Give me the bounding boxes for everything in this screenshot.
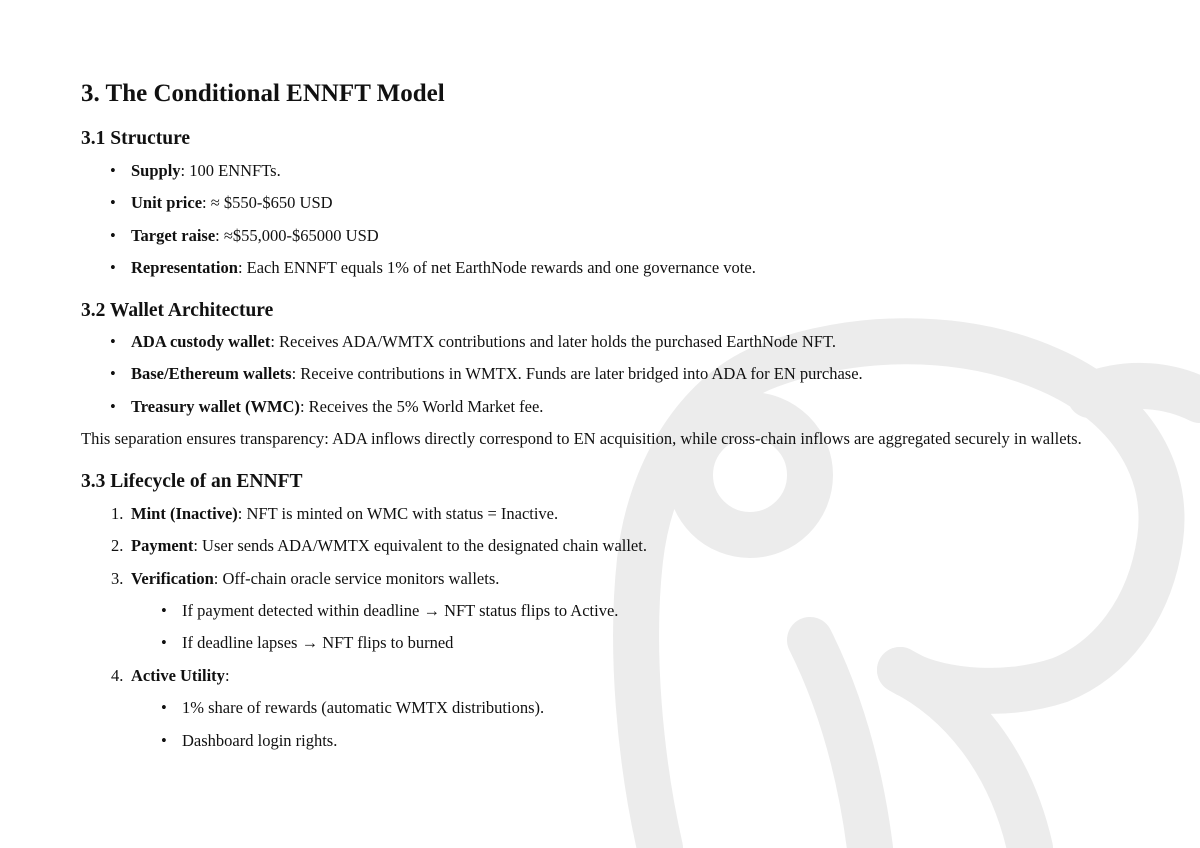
step-verification [131, 568, 499, 590]
bullet-icon: • [110, 258, 116, 277]
list-item-treasury-wallet [131, 396, 543, 418]
page-title: 3. The Conditional ENNFT Model [81, 80, 445, 107]
subitem-deadline-lapses: If deadline lapses → NFT flips to burned [182, 633, 454, 652]
section-heading-lifecycle: 3.3 Lifecycle of an ENNFT [81, 471, 303, 492]
step-label: Payment [131, 536, 194, 555]
bullet-icon: • [161, 698, 167, 717]
item-label: Unit price [131, 193, 203, 212]
item-label: Supply [131, 161, 181, 180]
item-label: Treasury wallet (WMC) [131, 397, 300, 416]
bullet-icon: • [110, 364, 116, 383]
section-heading-structure: 3.1 Structure [81, 128, 191, 149]
item-label: Target raise [131, 226, 216, 245]
section-note: This separation ensures transparency: ADA inflows directly correspond to EN acquisition, while cross-chain inflows are aggregated securely in wallets. [81, 429, 1082, 448]
step-payment [131, 535, 647, 557]
step-number: 3. [111, 569, 124, 588]
step-label: Active Utility [131, 666, 225, 685]
item-text: : Receive contributions in WMTX. Funds are later bridged into ADA for EN purchase. [291, 364, 863, 383]
bullet-icon: • [161, 633, 167, 652]
step-label: Verification [131, 569, 214, 588]
item-text: : Receives the 5% World Market fee. [299, 397, 544, 416]
list-item-supply [131, 160, 281, 182]
item-text: : 100 ENNFTs. [180, 161, 281, 180]
bullet-icon: • [110, 161, 116, 180]
subitem-dashboard-login: Dashboard login rights. [182, 731, 338, 750]
item-text: : ≈$55,000-$65000 USD [215, 226, 379, 245]
step-text: : User sends ADA/WMTX equivalent to the designated chain wallet. [193, 536, 647, 555]
list-item-base-ethereum-wallets [131, 363, 863, 385]
item-label: Base/Ethereum wallets [131, 364, 292, 383]
step-mint [131, 503, 558, 525]
step-text: : [224, 666, 230, 685]
step-number: 2. [111, 536, 124, 555]
step-number: 1. [111, 504, 124, 523]
bullet-icon: • [161, 601, 167, 620]
bullet-icon: • [161, 731, 167, 750]
item-text: : Receives ADA/WMTX contributions and later holds the purchased EarthNode NFT. [270, 332, 836, 351]
bullet-icon: • [110, 226, 116, 245]
item-label: Representation [131, 258, 238, 277]
list-item-ada-custody-wallet [131, 331, 836, 353]
list-item-representation [131, 257, 756, 279]
step-label: Mint (Inactive) [131, 504, 238, 523]
bullet-icon: • [110, 397, 116, 416]
subitem-payment-detected: If payment detected within deadline → NFT status flips to Active. [182, 601, 619, 620]
list-item-unit-price [131, 192, 333, 214]
bullet-icon: • [110, 193, 116, 212]
item-label: ADA custody wallet [131, 332, 271, 351]
list-item-target-raise [131, 225, 379, 247]
item-text: : Each ENNFT equals 1% of net EarthNode rewards and one governance vote. [237, 258, 756, 277]
step-number: 4. [111, 666, 124, 685]
bullet-icon: • [110, 332, 116, 351]
step-text: : Off-chain oracle service monitors wallets. [213, 569, 500, 588]
step-text: : NFT is minted on WMC with status = Inactive. [237, 504, 559, 523]
step-active-utility [131, 665, 230, 687]
subitem-rewards-share: 1% share of rewards (automatic WMTX distributions). [182, 698, 545, 717]
item-text: : ≈ $550-$650 USD [202, 193, 333, 212]
section-heading-wallet-architecture: 3.2 Wallet Architecture [81, 300, 274, 321]
